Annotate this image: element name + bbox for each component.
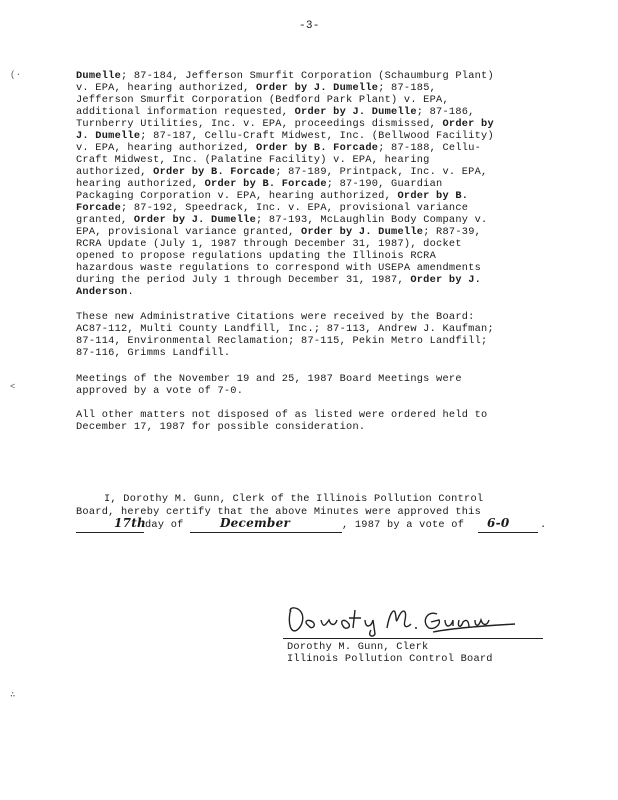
certification-line-1: I, Dorothy M. Gunn, Clerk of the Illinois Pollution Control xyxy=(104,493,484,505)
text-run: ; 87-188, Cellu- xyxy=(378,142,482,154)
order-attribution: J. Dumelle xyxy=(76,130,141,142)
text-line xyxy=(76,286,134,298)
order-attribution: Order by J. Dumelle xyxy=(294,106,417,118)
text-line xyxy=(76,250,436,262)
text-line xyxy=(76,70,494,82)
text-line xyxy=(76,154,430,166)
handwritten-day: 17th xyxy=(114,516,146,530)
order-attribution: Order by B. xyxy=(397,190,469,202)
text-line xyxy=(76,226,481,238)
text-run: Craft Midwest, Inc. (Palatine Facility) v. EPA, hearing xyxy=(76,154,430,166)
text-run: ; 87-184, Jefferson Smurfit Corporation (Schaumburg Plant) xyxy=(121,70,494,82)
text-line: Meetings of the November 19 and 25, 1987 Board Meetings were xyxy=(76,373,462,385)
order-attribution: Order by xyxy=(442,118,494,130)
text-run: ; 87-186, xyxy=(416,106,475,118)
text-line xyxy=(76,178,442,190)
order-attribution: Order by B. Forcade xyxy=(256,142,379,154)
text-run: granted, xyxy=(76,214,134,226)
text-run: ; 87-193, McLaughlin Body Company v. xyxy=(256,214,488,226)
text-run: authorized, xyxy=(76,166,154,178)
order-attribution: Anderson xyxy=(76,286,128,298)
text-run: ; 87-190, Guardian xyxy=(326,178,443,190)
signature-line xyxy=(283,638,543,639)
handwritten-month: December xyxy=(220,516,291,530)
text-run: Jefferson Smurfit Corporation (Bedford Park Plant) v. EPA, xyxy=(76,94,449,106)
text-run: v. EPA, hearing authorized, xyxy=(76,82,257,94)
text-line: 87-116, Grimms Landfill. xyxy=(76,347,231,359)
order-attribution: Order by B. Forcade xyxy=(153,166,276,178)
text-line xyxy=(76,142,481,154)
text-run: ; 87-189, Printpack, Inc. v. EPA, xyxy=(275,166,488,178)
scan-mark: ∴ xyxy=(10,690,16,700)
text-run: additional information requested, xyxy=(76,106,295,118)
text-line xyxy=(76,262,481,274)
order-attribution: Order by J. Dumelle xyxy=(256,82,379,94)
text-line xyxy=(76,190,468,202)
scan-mark: (· xyxy=(10,70,22,80)
scan-mark: < xyxy=(10,382,16,392)
text-run: RCRA Update (July 1, 1987 through December 31, 1987), docket xyxy=(76,238,462,250)
text-run: hazardous waste regulations to correspond with USEPA amendments xyxy=(76,262,482,274)
text-line xyxy=(76,238,462,250)
text-run: ; 87-185, xyxy=(378,82,437,94)
order-attribution: Forcade xyxy=(76,202,122,214)
vote-underline xyxy=(478,532,538,533)
text-run: ; 87-187, Cellu-Craft Midwest, Inc. (Bellwood Facility) xyxy=(140,130,494,142)
text-line xyxy=(76,130,494,142)
order-attribution: Order by J. Dumelle xyxy=(133,214,257,226)
end-period: . xyxy=(540,519,547,531)
text-line xyxy=(76,94,449,106)
text-run: opened to propose regulations updating the Illinois RCRA xyxy=(76,250,437,262)
handwritten-signature xyxy=(283,598,523,640)
text-line: approved by a vote of 7-0. xyxy=(76,385,244,397)
text-line xyxy=(76,118,494,130)
order-attribution: Order by J. xyxy=(410,274,482,286)
text-run: hearing authorized, xyxy=(76,178,205,190)
order-attribution: Order by B. Forcade xyxy=(204,178,327,190)
text-run: Turnberry Utilities, Inc. v. EPA, proceedings dismissed, xyxy=(76,118,443,130)
text-line xyxy=(76,82,436,94)
order-attribution: Dumelle xyxy=(76,70,122,82)
text-run: during the period July 1 through December 31, 1987, xyxy=(76,274,411,286)
text-line: 87-114, Environmental Reclamation; 87-115, Pekin Metro Landfill; xyxy=(76,335,488,347)
page-number: -3- xyxy=(299,20,320,32)
text-line: These new Administrative Citations were received by the Board: xyxy=(76,311,475,323)
text-line: All other matters not disposed of as listed were ordered held to xyxy=(76,409,488,421)
text-line xyxy=(76,106,475,118)
year-vote-text: , 1987 by a vote of xyxy=(342,519,465,531)
text-line: December 17, 1987 for possible consideration. xyxy=(76,421,366,433)
signer-title: Illinois Pollution Control Board xyxy=(287,653,493,665)
certification-line-2: Board, hereby certify that the above Minutes were approved this xyxy=(76,506,482,518)
text-run: Packaging Corporation v. EPA, hearing authorized, xyxy=(76,190,398,202)
text-run: EPA, provisional variance granted, xyxy=(76,226,302,238)
text-line: AC87-112, Multi County Landfill, Inc.; 87-113, Andrew J. Kaufman; xyxy=(76,323,494,335)
text-line xyxy=(76,214,487,226)
text-run: v. EPA, hearing authorized, xyxy=(76,142,257,154)
day-of-label: day of xyxy=(145,519,184,531)
text-run: ; 87-192, Speedrack, Inc. v. EPA, provisional variance xyxy=(121,202,469,214)
order-attribution: Order by J. Dumelle xyxy=(301,226,424,238)
text-run: ; R87-39, xyxy=(423,226,482,238)
month-underline xyxy=(190,532,342,533)
text-line xyxy=(76,202,468,214)
text-line xyxy=(76,274,481,286)
text-run: . xyxy=(127,286,134,298)
text-line xyxy=(76,166,487,178)
handwritten-vote: 6-0 xyxy=(487,516,510,530)
signer-name: Dorothy M. Gunn, Clerk xyxy=(287,641,429,653)
day-underline xyxy=(76,532,144,533)
